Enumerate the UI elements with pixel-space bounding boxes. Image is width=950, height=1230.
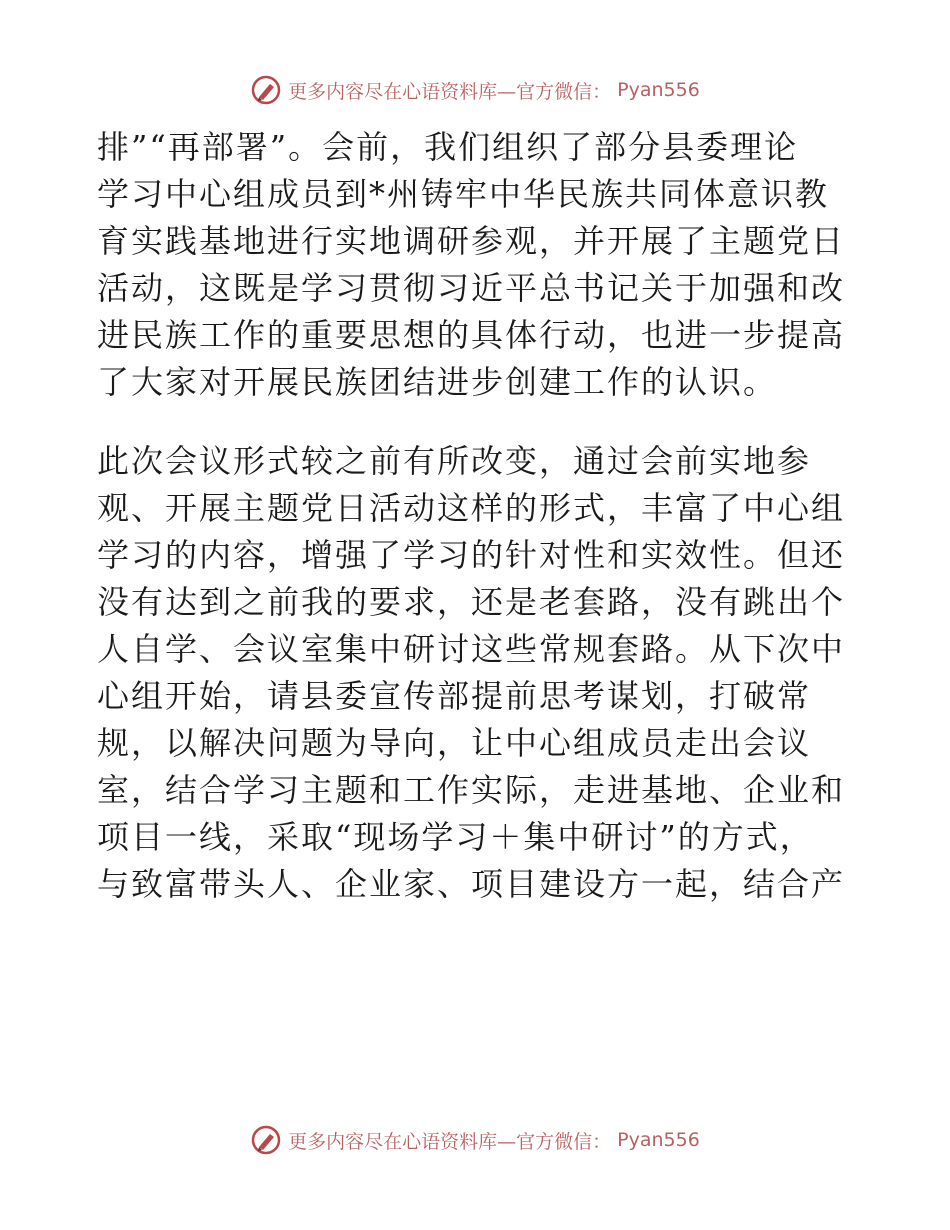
text-line: 排”“再部署”。会前，我们组织了部分县委理论: [97, 128, 799, 166]
pen-logo-icon: [250, 1124, 282, 1156]
watermark-text: 更多内容尽在心语资料库—官方微信：: [288, 1130, 612, 1153]
text-line: 活动，这既是学习贯彻习近平总书记关于加强和改: [97, 269, 846, 307]
header-watermark: [0, 70, 950, 110]
text-line: 没有达到之前我的要求，还是老套路，没有跳出个: [97, 583, 846, 621]
paragraph: [97, 438, 857, 908]
text-line: 进民族工作的重要思想的具体行动，也进一步提高: [97, 316, 846, 354]
watermark-wechat-id: Pyan556: [617, 79, 700, 101]
pen-logo-icon: [250, 74, 282, 106]
document-body: [97, 124, 857, 908]
watermark-wechat-id: Pyan556: [617, 1129, 700, 1151]
text-line: 项目一线，采取“现场学习＋集中研讨”的方式，: [97, 818, 814, 856]
text-line: 观、开展主题党日活动这样的形式，丰富了中心组: [97, 489, 846, 527]
text-line: 人自学、会议室集中研讨这些常规套路。从下次中: [97, 630, 846, 668]
text-line: 了大家对开展民族团结进步创建工作的认识。: [97, 363, 778, 401]
text-line: 与致富带头人、企业家、项目建设方一起，结合产: [97, 865, 846, 903]
watermark-text: 更多内容尽在心语资料库—官方微信：: [288, 80, 612, 103]
text-line: 此次会议形式较之前有所改变，通过会前实地参: [97, 442, 812, 480]
text-line: 学习的内容，增强了学习的针对性和实效性。但还: [97, 536, 846, 574]
text-line: 学习中心组成员到*州铸牢中华民族共同体意识教: [97, 175, 830, 213]
footer-watermark: [0, 1120, 950, 1160]
text-line: 心组开始，请县委宣传部提前思考谋划，打破常: [97, 677, 812, 715]
text-line: 室，结合学习主题和工作实际，走进基地、企业和: [97, 771, 846, 809]
text-line: 育实践基地进行实地调研参观，并开展了主题党日: [97, 222, 846, 260]
text-line: 规，以解决问题为导向，让中心组成员走出会议: [97, 724, 812, 762]
paragraph: [97, 124, 857, 406]
